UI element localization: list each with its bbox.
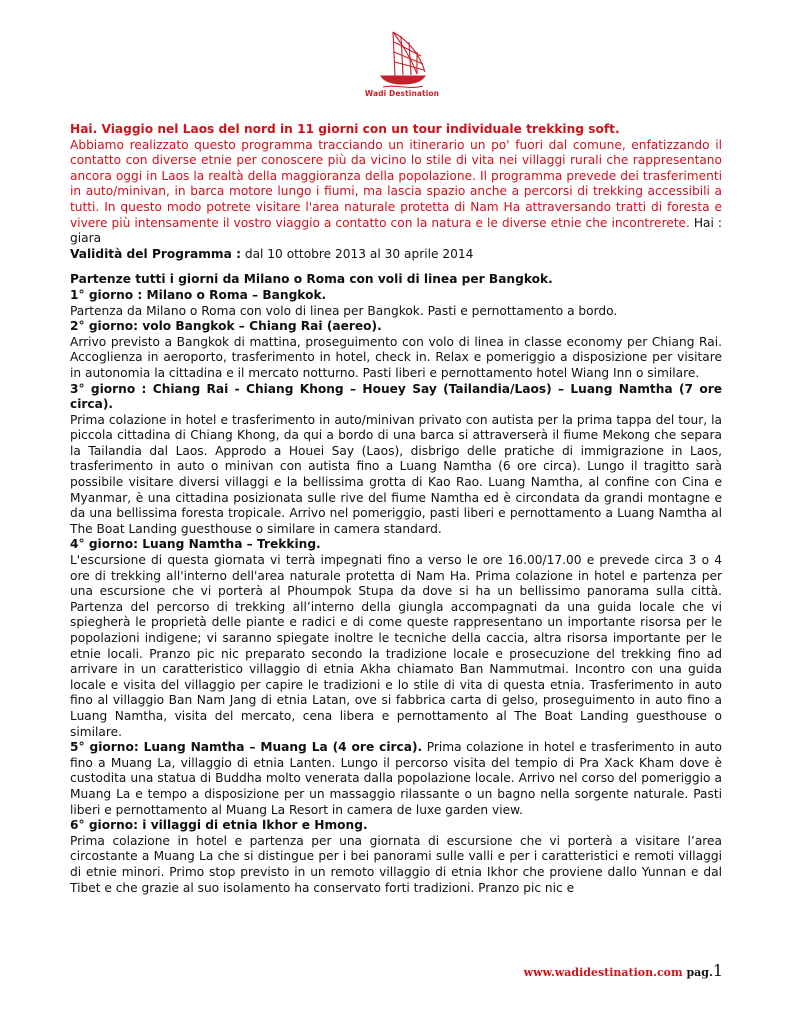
validity-value: dal 10 ottobre 2013 al 30 aprile 2014 bbox=[240, 246, 474, 261]
day-1-text: Partenza da Milano o Roma con volo di linea per Bangkok. Pasti e pernottamento a bordo. bbox=[70, 303, 618, 318]
sailing-boat-logo-icon bbox=[373, 26, 431, 92]
intro-paragraph bbox=[70, 138, 722, 247]
intro-title: Hai. Viaggio nel Laos del nord in 11 giorni con un tour individuale trekking soft. bbox=[70, 122, 620, 136]
company-logo bbox=[362, 26, 442, 106]
page-footer bbox=[524, 961, 723, 980]
logo-text: Wadi Destination bbox=[364, 89, 440, 98]
intro-body: Abbiamo realizzato questo programma tracciando un itinerario un po' fuori dal comune, enfatizzando il contatto con diverse etnie per conoscere più da vicino lo stile di vita nei villaggi rurali che rappresentano ancora oggi in Laos la realtà della maggioranza della popolazione. Il programma prevede dei trasferimenti in auto/minivan, in barca motore lungo i fiumi, ma lascia spazio anche a percorsi di trekking accessibili a tutti. In questo modo potrete visitare l'area naturale protetta di Nam Ha attraversando tratti di foresta e vivere più intensamente il vostro viaggio a contatto con la natura e le diverse etnie che incontrerete. bbox=[70, 137, 722, 230]
day-6-heading: 6° giorno: i villaggi di etnia Ikhor e Hmong. bbox=[70, 818, 368, 833]
page-label: pag. bbox=[682, 966, 713, 979]
validity-line bbox=[70, 247, 722, 263]
document-body bbox=[70, 122, 722, 896]
website-link[interactable]: www.wadidestination.com bbox=[523, 966, 683, 979]
day-3-heading: 3° giorno : Chiang Rai - Chiang Khong – Houey Say (Tailandia/Laos) – Luang Namtha (7 ore circa). bbox=[70, 381, 722, 412]
day-5-heading: 5° giorno: Luang Namtha – Muang La (4 ore circa). bbox=[70, 740, 423, 755]
day-2-heading: 2° giorno: volo Bangkok – Chiang Rai (aereo). bbox=[70, 319, 382, 334]
page-number: 1 bbox=[712, 961, 723, 980]
intro-tag: Hai : giara bbox=[70, 215, 723, 246]
day-1-heading: 1° giorno : Milano o Roma – Bangkok. bbox=[70, 287, 327, 302]
day-3-text: Prima colazione in hotel e trasferimento in auto/minivan privato con autista per la prima tappa del tour, la piccola cittadina di Chiang Khong, da qui a bordo di una barca si attraverserà il fiume Mekong che separa la Tailandia dal Laos. Approdo a Houei Say (Laos), disbrigo delle pratiche di immigrazione in Laos, trasferimento in auto o minivan con autista fino a Luang Namtha (6 ore circa). Lungo il tragitto sarà possibile visitare diversi villaggi e la bellissima grotta di Kao Rao. Luang Namtha, al confine con Cina e Myanmar, è una cittadina posizionata sulle rive del fiume Namtha ed è circondata da grandi montagne e da una bellissima foresta tropicale. Arrivo nel pomeriggio, pasti liberi e pernottamento a Luang Namtha al The Boat Landing guesthouse o similare in camera standard. bbox=[70, 412, 722, 536]
day-5-paragraph bbox=[70, 740, 722, 818]
day-4-heading: 4° giorno: Luang Namtha – Trekking. bbox=[70, 537, 321, 552]
departures-line: Partenze tutti i giorni da Milano o Roma con voli di linea per Bangkok. bbox=[70, 272, 553, 287]
day-6-text: Prima colazione in hotel e partenza per una giornata di escursione che vi porterà a visitare l’area circostante a Muang La che si distingue per i bei panorami sulle valli e per i caratteristici e remoti villaggi di etnie minori. Primo stop previsto in un remoto villaggio di etnia Ikhor che proviene dallo Yunnan e dal Tibet e che grazie al suo isolamento ha conservato forti tradizioni. Pranzo pic nic e bbox=[70, 833, 722, 895]
day-5-text: Prima colazione in hotel e trasferimento in auto fino a Muang La, villaggio di etnia Lanten. Lungo il percorso visita del tempio di Pra Xack Kham dove è custodita una statua di Buddha molto venerata dalla popolazione locale. Arrivo nel corso del pomeriggio a Muang La e tempo a disposizione per un massaggio rilassante o un bagno nella sorgente naturale. Pasti liberi e pernottamento al Muang La Resort in camera de luxe garden view. bbox=[70, 740, 722, 817]
day-2-text: Arrivo previsto a Bangkok di mattina, proseguimento con volo di linea in classe economy per Chiang Rai. Accoglienza in aeroporto, trasferimento in hotel, check in. Relax e pomeriggio a disposizione per visitare in autonomia la cittadina e il mercato notturno. Pasti liberi e pernottamento hotel Wiang Inn o similare. bbox=[70, 334, 722, 380]
validity-label: Validità del Programma : bbox=[70, 246, 241, 261]
day-4-text: L'escursione di questa giornata vi terrà impegnati fino a verso le ore 16.00/17.00 e prevede circa 3 o 4 ore di trekking all'interno dell'area naturale protetta di Nam Ha. Prima colazione in hotel e partenza per una escursione che vi porterà al Phoumpok Stupa da dove si ha un bellissimo panorama sulla città. Partenza del percorso di trekking all’interno della giungla accompagnati da una guida locale che vi spiegherà le proprietà delle piante e radici e di come queste rappresentano un importante risorsa per le popolazioni indigene; vi saranno spiegate inoltre le tecniche della caccia, altra risorsa importante per le etnie locali. Pranzo pic nic preparato secondo la tradizione locale e prosecuzione del trekking fino ad arrivare in un caratteristico villaggio di etnia Akha chiamato Ban Nammutmai. Incontro con una guida locale e visita del villaggio per capire le tradizioni e lo stile di vita di questa etnia. Trasferimento in auto fino al villaggio Ban Nam Jang di etnia Latan, ove si fabbrica carta di gelso, proseguimento in auto fino a Luang Namtha, visita del mercato, cena libera e pernottamento al The Boat Landing guesthouse o similare. bbox=[70, 553, 722, 739]
